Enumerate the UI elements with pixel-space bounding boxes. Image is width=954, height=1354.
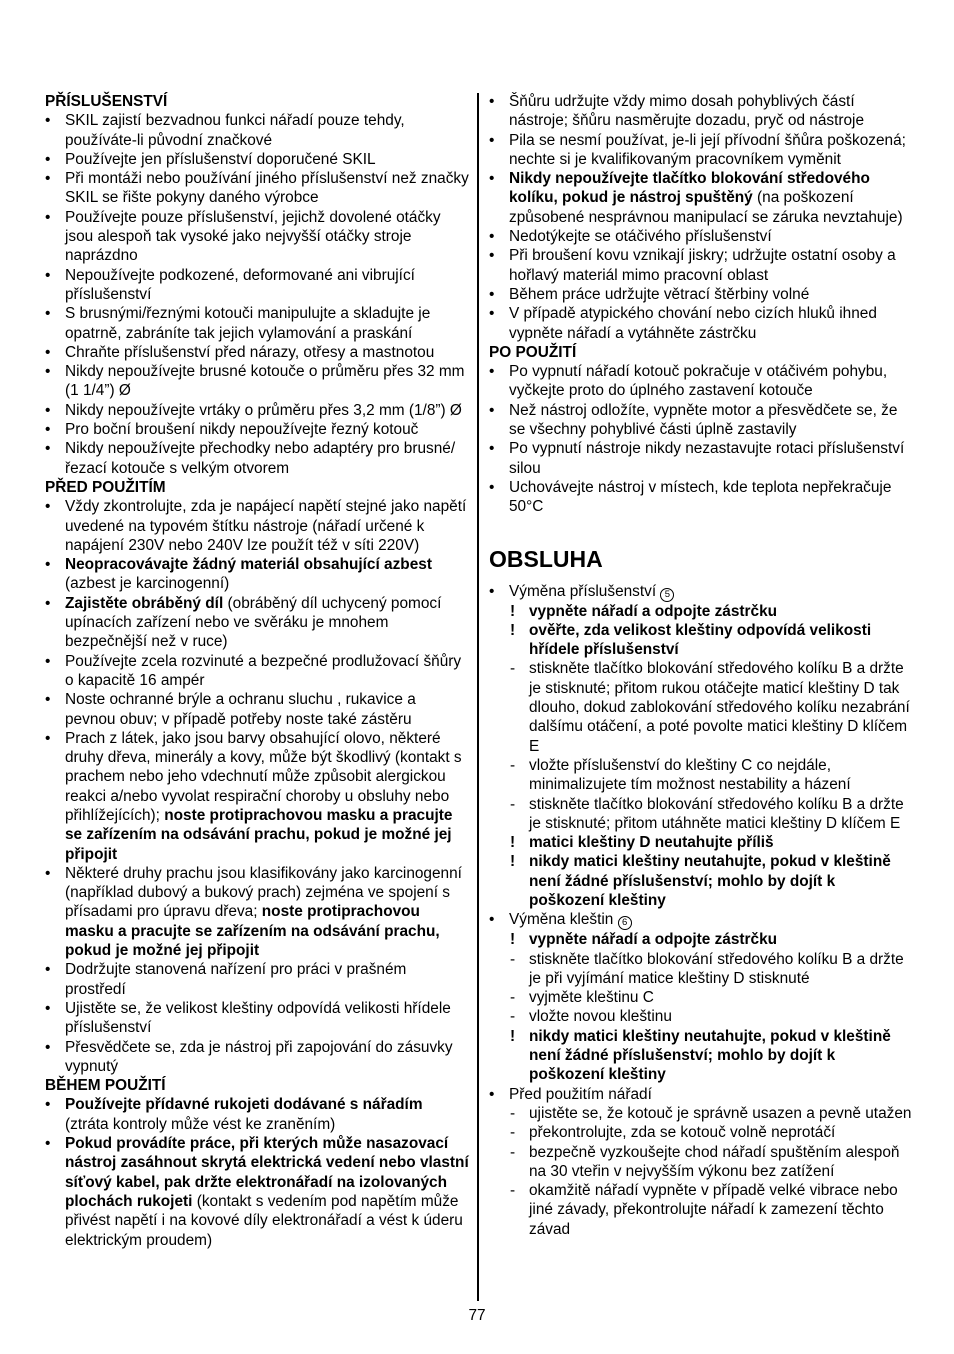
list-item: • Při broušení kovu vznikají jiskry; udržujte ostatní osoby a hořlavý materiál mimo pracovní oblast bbox=[489, 246, 913, 285]
sub-list bbox=[509, 1104, 913, 1239]
list-item: • Po vypnutí nástroje nikdy nezastavujte rotaci příslušenství silou bbox=[489, 439, 913, 478]
section-heading-after-use: PO POUŽITÍ bbox=[489, 343, 577, 361]
text: (kontakt s vedením pod napětím může přivést napětí i na kovové díly elektronářadí a vést k úderu elektrickým proudem) bbox=[65, 1192, 463, 1249]
list-item: • Během práce udržujte větrací štěrbiny volné bbox=[489, 285, 913, 304]
text: (ztráta kontroly může vést ke zranĕním) bbox=[65, 1115, 336, 1133]
bold-text: Pokud provádíte práce, při kterých může nasazovací nástroj zasáhnout skrytá elektrická vedení nebo vlastní síťový kabel, pak držte elektronářadí na izolovaných plochách rukojeti bbox=[65, 1135, 469, 1210]
list-item: • Nepoužívejte podkozené, deformované ani vibrující příslušenství bbox=[45, 266, 469, 305]
list-item: • Nikdy nepoužívejte přechodky nebo adaptéry pro brusné/řezací kotouče s velkým otvorem bbox=[45, 439, 469, 478]
list-item bbox=[489, 582, 913, 911]
step-item: - ujistěte se, že kotouč je správně usazen a pevně utažen bbox=[509, 1104, 913, 1123]
text: (na poškození způsobené nesprávnou manipulací se záruka nevztahuje) bbox=[509, 189, 903, 226]
operation-list bbox=[489, 582, 913, 1240]
list-item bbox=[489, 910, 913, 1084]
list-item: • SKIL zajistí bezvadnou funkci nářadí pouze tehdy, používáte-li původní značkové bbox=[45, 111, 469, 150]
section-heading-during-use: BĚHEM POUŽITÍ bbox=[45, 1077, 166, 1095]
column-divider bbox=[477, 93, 479, 1301]
warning-item: ! matici kleštiny D neutahujte příliš bbox=[509, 833, 913, 852]
list-item: • Přesvědčete se, zda je nástroj při zapojování do zásuvky vypnutý bbox=[45, 1038, 469, 1077]
text: Prach z látek, jako jsou barvy obsahující olovo, některé druhy dřeva, minerály a kovy, může být škodlivý (kontakt s prachem nebo jeho vdechnutí může způsobit alergickou reakci a/nebo vyvolat respirační choroby u obsluhy nebo přihlížejících); bbox=[65, 729, 462, 824]
step-item: - vložte novou kleštinu bbox=[509, 1007, 913, 1026]
step-item: - okamžitě nářadí vypněte v případě velké vibrace nebo jiné závady, překontrolujte nářadí k zamezení těchto závad bbox=[509, 1181, 913, 1239]
list-item: • V případě atypického chování nebo cizích hluků ihned vypněte nářadí a vytáhněte zástrčku bbox=[489, 304, 913, 343]
step-item: - stiskněte tlačítko blokování středového kolíku B a držte je stisknuté; přitom utáhněte matici kleštiny D klíčem E bbox=[509, 795, 913, 834]
list-item bbox=[489, 169, 913, 227]
list-item: • Nikdy nepoužívejte vrtáky o průměru přes 3,2 mm (1/8”) Ø bbox=[45, 401, 469, 420]
during-use-list bbox=[45, 1095, 469, 1249]
warning-item: ! nikdy matici kleštiny neutahujte, pokud v kleštině není žádné příslušenství; mohlo by dojít k poškození kleštiny bbox=[509, 852, 913, 910]
figure-ref-icon: 5 bbox=[660, 588, 674, 602]
sub-list bbox=[509, 602, 913, 911]
list-item bbox=[45, 1095, 469, 1134]
after-use-list bbox=[489, 362, 913, 516]
step-item: - stiskněte tlačítko blokování středového kolíku B a držte je při vyjímání matice kleštiny D stisknuté bbox=[509, 950, 913, 989]
list-item bbox=[45, 594, 469, 652]
list-item: • Používejte pouze příslušenství, jejichž dovolené otáčky jsou alespoň tak vysoké jako nejvyšší otáčky stroje naprázdno bbox=[45, 208, 469, 266]
bold-text: Neopracovávajte žádný materiál obsahující azbest bbox=[65, 556, 432, 574]
accessories-list bbox=[45, 111, 469, 478]
bold-text: Nikdy nepoužívejte tlačítko blokování středového kolíku, pokud je nástroj spuštěný bbox=[509, 170, 870, 207]
section-title-operation: OBSLUHA bbox=[489, 545, 603, 572]
list-item: • Při montáži nebo používání jiného příslušenství než značky SKIL se řište pokyny daného výrobce bbox=[45, 169, 469, 208]
list-item: • Dodržujte stanovená nařízení pro práci v prašném prostředí bbox=[45, 960, 469, 999]
list-item: • Šňůru udržujte vždy mimo dosah pohyblivých částí nástroje; šňůru nasměrujte dozadu, pryč od nástroje bbox=[489, 92, 913, 131]
bold-text: noste protiprachovou masku a pracujte se zařízením na odsávání prachu, pokud je možné jej připojit bbox=[65, 806, 453, 863]
during-use-list-continued bbox=[489, 92, 913, 343]
warning-item: ! ověřte, zda velikost kleštiny odpovídá velikosti hřídele příslušenství bbox=[509, 621, 913, 660]
list-item: • Uchovávejte nástroj v místech, kde teplota nepřekračuje 50°C bbox=[489, 478, 913, 517]
list-item: • Používejte zcela rozvinuté a bezpečné prodlužovací šňůry o kapacitě 16 ampér bbox=[45, 652, 469, 691]
text: Před použitím nářadí bbox=[509, 1085, 652, 1103]
list-item: • Nikdy nepoužívejte brusné kotouče o průměru přes 32 mm (1 1/4”) Ø bbox=[45, 362, 469, 401]
left-column bbox=[45, 92, 469, 1250]
text: (obráběný díl uchycený pomocí upínacích zařízení nebo ve svěráku je mnohem bezpečnější než v ruce) bbox=[65, 594, 442, 651]
section-heading-accessories: PŘÍSLUŠENSTVÍ bbox=[45, 93, 168, 110]
list-item: • Než nástroj odložíte, vypněte motor a přesvědčete se, že se všechny pohyblivé části úplně zastavily bbox=[489, 401, 913, 440]
warning-item: ! vypněte nářadí a odpojte zástrčku bbox=[509, 602, 913, 621]
text: Výměna příslušenství bbox=[509, 582, 657, 600]
before-use-list bbox=[45, 497, 469, 1076]
list-item: • Chraňte příslušenství před nárazy, otřesy a mastnotou bbox=[45, 343, 469, 362]
warning-item: ! nikdy matici kleštiny neutahujte, pokud v kleštině není žádné příslušenství; mohlo by dojít k poškození kleštiny bbox=[509, 1027, 913, 1085]
step-item: - bezpečně vyzkoušejte chod nářadí spuštěním alespoň na 30 vteřin v nejvyšším výkonu bez zatížení bbox=[509, 1143, 913, 1182]
list-item: • Ujistěte se, že velikost kleštiny odpovídá velikosti hřídele příslušenství bbox=[45, 999, 469, 1038]
bold-text: Zajistěte obráběný díl bbox=[65, 594, 224, 612]
list-item: • Vždy zkontrolujte, zda je napájecí napětí stejné jako napětí uvedené na typovém štítku nástroje (nářadí určené k napájení 230V nebo 240V lze použít též v síti 220V) bbox=[45, 497, 469, 555]
sub-list bbox=[509, 930, 913, 1084]
list-item bbox=[45, 1134, 469, 1250]
step-item: - vyjměte kleštinu C bbox=[509, 988, 913, 1007]
section-heading-before-use: PŘED POUŽITÍM bbox=[45, 478, 166, 496]
list-item: • Pro boční broušení nikdy nepoužívejte řezný kotouč bbox=[45, 420, 469, 439]
step-item: - stiskněte tlačítko blokování středového kolíku B a držte je stisknuté; přitom rukou otáčejte maticí kleštiny D tak dlouho, dokud zablokování středového kolíku nezabrání dalšímu otáčení, a poté povolte matici kleštiny D klíčem E bbox=[509, 659, 913, 755]
list-item bbox=[45, 729, 469, 864]
step-item: - překontrolujte, zda se kotouč volně neprotáčí bbox=[509, 1123, 913, 1142]
figure-ref-icon: 6 bbox=[618, 916, 632, 930]
list-item bbox=[45, 555, 469, 594]
text: Některé druhy prachu jsou klasifikovány jako karcinogenní (například dubový a bukový prach) zejména ve spojení s přísadami pro úpravu dřeva; bbox=[65, 864, 462, 921]
text: Výměna kleštin bbox=[509, 911, 614, 929]
list-item: • Po vypnutí nářadí kotouč pokračuje v otáčivém pohybu, vyčkejte proto do úplného zastavení kotouče bbox=[489, 362, 913, 401]
list-item bbox=[489, 1085, 913, 1239]
step-item: - vložte příslušenství do kleštiny C co nejdále, minimalizujete tím možnost nestability a házení bbox=[509, 756, 913, 795]
page-number: 77 bbox=[468, 1307, 486, 1324]
text: (azbest je karcinogenní) bbox=[65, 575, 230, 593]
warning-item: ! vypněte nářadí a odpojte zástrčku bbox=[509, 930, 913, 949]
bold-text: noste protiprachovou masku a pracujte se zařízením na odsávání prachu, pokud je možné jej připojit bbox=[65, 903, 440, 960]
list-item: • Používejte jen příslušenství doporučené SKIL bbox=[45, 150, 469, 169]
list-item: • Nedotýkejte se otáčivého příslušenství bbox=[489, 227, 913, 246]
list-item: • Pila se nesmí používat, je-li její přívodní šňůra poškozená; nechte si je kvalifikovaným pracovníkem vyměnit bbox=[489, 131, 913, 170]
list-item: • S brusnými/řeznými kotouči manipulujte a skladujte je opatrně, zabráníte tak jejich vylamování a praskání bbox=[45, 304, 469, 343]
list-item bbox=[45, 864, 469, 960]
list-item: • Noste ochranné brýle a ochranu sluchu , rukavice a pevnou obuv; v případě potřeby noste také zástěru bbox=[45, 690, 469, 729]
right-column bbox=[489, 92, 913, 1239]
bold-text: Používejte přídavné rukojeti dodávané s nářadím bbox=[65, 1096, 423, 1114]
